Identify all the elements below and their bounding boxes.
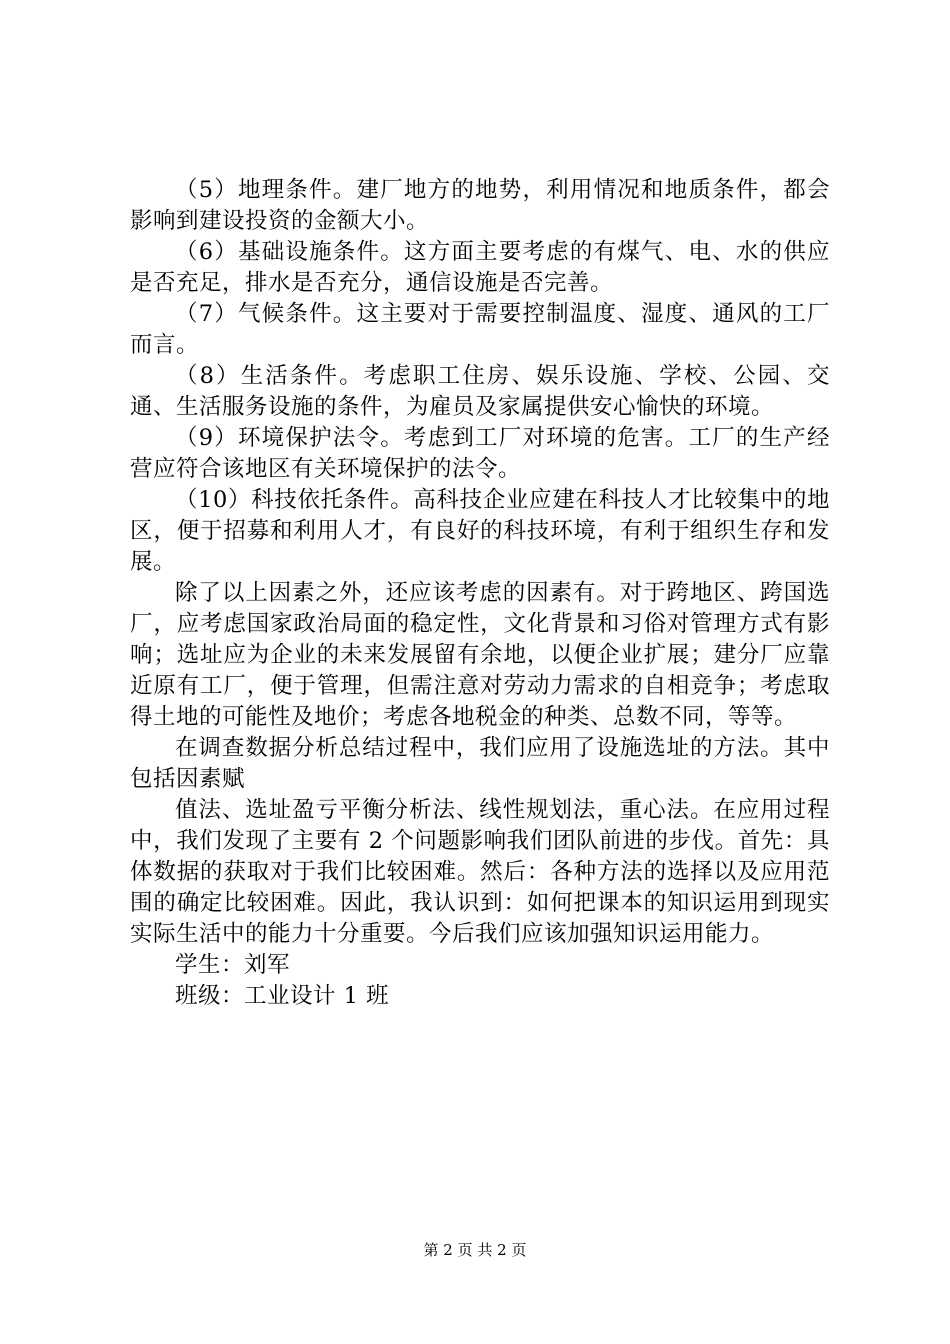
paragraph-condition-10: （10）科技依托条件。高科技企业应建在科技人才比较集中的地区，便于招募和利用人才，有良好的科技环境，有利于组织生存和发展。 <box>130 487 830 575</box>
paragraph-condition-7: （7）气候条件。这主要对于需要控制温度、湿度、通风的工厂而言。 <box>130 301 830 358</box>
paragraph-condition-8: （8）生活条件。考虑职工住房、娱乐设施、学校、公园、交通、生活服务设施的条件，为雇员及家属提供安心愉快的环境。 <box>130 363 830 420</box>
paragraph-methods-intro: 在调查数据分析总结过程中，我们应用了设施选址的方法。其中包括因素赋 <box>130 735 830 792</box>
page-footer: 第 2 页 共 2 页 <box>423 1241 527 1259</box>
paragraph-methods-reflection: 值法、选址盈亏平衡分析法、线性规划法，重心法。在应用过程中，我们发现了主要有 2 个问题影响我们团队前进的步伐。首先：具体数据的获取对于我们比较困难。然后：各种方法的选择以及应用范围的确定比较困难。因此，我认识到：如何把课本的知识运用到现实实际生活中的能力十分重要。今后我们应该加强知识运用能力。 <box>130 797 830 947</box>
document-body <box>130 175 830 1012</box>
class-name: 班级：工业设计 1 班 <box>175 983 390 1009</box>
paragraph-other-factors: 除了以上因素之外，还应该考虑的因素有。对于跨地区、跨国选厂，应考虑国家政治局面的稳定性，文化背景和习俗对管理方式有影响；选址应为企业的未来发展留有余地，以便企业扩展；建分厂应靠近原有工厂，便于管理，但需注意对劳动力需求的自相竞争；考虑取得土地的可能性及地价；考虑各地税金的种类、总数不同，等等。 <box>130 580 830 730</box>
student-name: 学生：刘军 <box>175 952 291 978</box>
paragraph-condition-6: （6）基础设施条件。这方面主要考虑的有煤气、电、水的供应是否充足，排水是否充分，通信设施是否完善。 <box>130 239 830 296</box>
paragraph-condition-5: （5）地理条件。建厂地方的地势，利用情况和地质条件，都会影响到建设投资的金额大小。 <box>130 177 830 234</box>
paragraph-condition-9: （9）环境保护法令。考虑到工厂对环境的危害。工厂的生产经营应符合该地区有关环境保护的法令。 <box>130 425 830 482</box>
